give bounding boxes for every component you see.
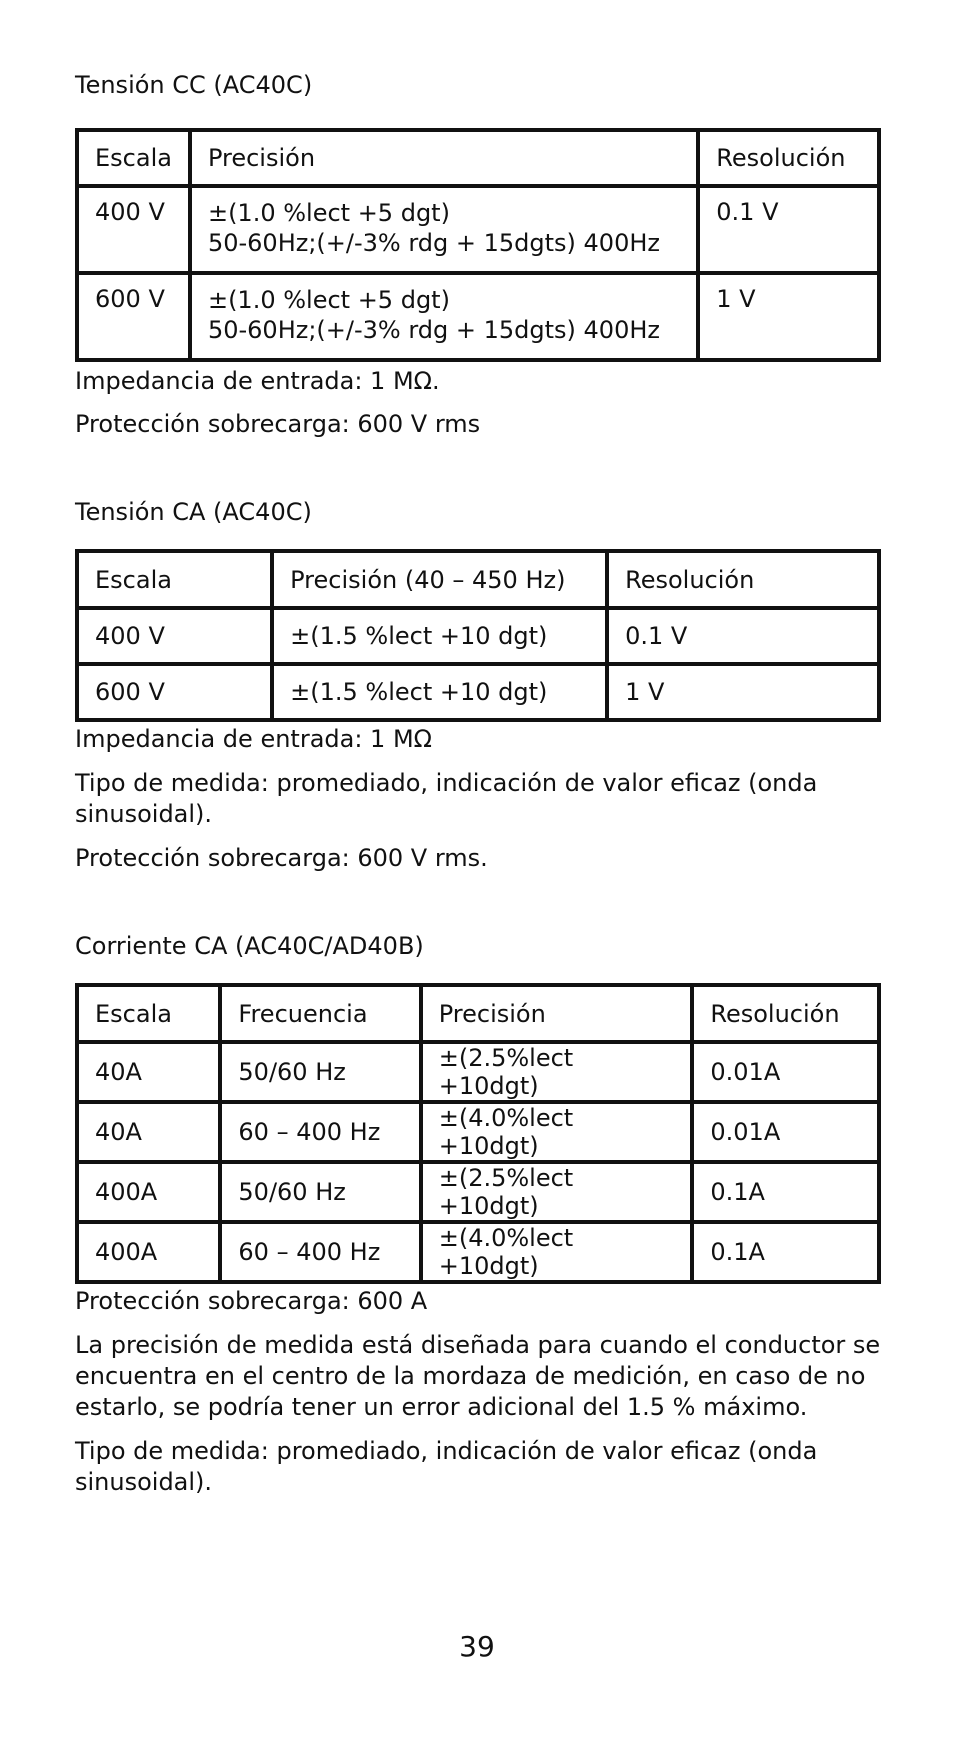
note-impedancia: Impedancia de entrada: 1 MΩ. <box>75 367 440 395</box>
header-resolucion: Resolución <box>698 130 879 186</box>
section-title-corriente-ca: Corriente CA (AC40C/AD40B) <box>75 932 424 960</box>
table-row <box>77 1102 879 1162</box>
note-impedancia: Impedancia de entrada: 1 MΩ <box>75 725 432 753</box>
page-content <box>75 0 881 1498</box>
cell-escala: 40A <box>77 1042 220 1102</box>
cell-resolucion: 0.1A <box>692 1162 879 1222</box>
cell-resolucion: 0.01A <box>692 1102 879 1162</box>
header-precision: Precisión <box>421 985 693 1042</box>
note-precision-conductor: La precisión de medida está diseñada para cuando el conductor se encuentra en el centro de la mordaza de medición, en caso de no estarlo, se podría tener un error adicional del 1.5 % máximo. <box>75 1331 881 1421</box>
cell-resolucion: 0.01A <box>692 1042 879 1102</box>
table-header-row <box>77 551 879 608</box>
note-proteccion: Protección sobrecarga: 600 V rms <box>75 410 481 438</box>
header-escala: Escala <box>77 130 190 186</box>
cell-precision: ±(2.5%lect +10dgt) <box>421 1162 693 1222</box>
cell-resolucion: 1 V <box>607 664 879 720</box>
cell-escala: 600 V <box>77 273 190 360</box>
table-row <box>77 1222 879 1282</box>
cell-precision: ±(4.0%lect +10dgt) <box>421 1102 693 1162</box>
cell-precision: ±(2.5%lect +10dgt) <box>421 1042 693 1102</box>
cell-precision: ±(1.5 %lect +10 dgt) <box>272 608 607 664</box>
cell-resolucion: 1 V <box>698 273 879 360</box>
table-tension-cc <box>75 128 881 362</box>
note-proteccion: Protección sobrecarga: 600 V rms. <box>75 844 488 872</box>
header-escala: Escala <box>77 551 272 608</box>
header-resolucion: Resolución <box>692 985 879 1042</box>
note-proteccion: Protección sobrecarga: 600 A <box>75 1287 428 1315</box>
precision-line: 50-60Hz;(+/-3% rdg + 15dgts) 400Hz <box>207 229 660 257</box>
table-row <box>77 608 879 664</box>
cell-escala: 400 V <box>77 608 272 664</box>
header-precision: Precisión <box>190 130 698 186</box>
table-header-row <box>77 130 879 186</box>
cell-resolucion: 0.1 V <box>698 186 879 273</box>
precision-line: ±(1.0 %lect +5 dgt) <box>207 286 450 314</box>
cell-escala: 40A <box>77 1102 220 1162</box>
cell-frecuencia: 60 – 400 Hz <box>220 1222 420 1282</box>
table-tension-ca <box>75 549 881 722</box>
cell-frecuencia: 50/60 Hz <box>220 1162 420 1222</box>
header-frecuencia: Frecuencia <box>220 985 420 1042</box>
cell-escala: 400A <box>77 1222 220 1282</box>
note-tipo-medida: Tipo de medida: promediado, indicación de valor eficaz (onda sinusoidal). <box>75 1437 818 1496</box>
table-row <box>77 1042 879 1102</box>
section-title-tension-ca: Tensión CA (AC40C) <box>75 498 312 526</box>
header-precision: Precisión (40 – 450 Hz) <box>272 551 607 608</box>
note-tipo-medida: Tipo de medida: promediado, indicación de valor eficaz (onda sinusoidal). <box>75 769 818 828</box>
cell-escala: 400 V <box>77 186 190 273</box>
cell-precision <box>190 186 698 273</box>
table-row <box>77 664 879 720</box>
section-title-tension-cc: Tensión CC (AC40C) <box>75 71 313 99</box>
cell-precision: ±(1.5 %lect +10 dgt) <box>272 664 607 720</box>
table-row <box>77 1162 879 1222</box>
precision-line: ±(1.0 %lect +5 dgt) <box>207 199 450 227</box>
cell-escala: 600 V <box>77 664 272 720</box>
table-corriente-ca <box>75 983 881 1284</box>
page-number: 39 <box>459 1630 495 1663</box>
precision-line: 50-60Hz;(+/-3% rdg + 15dgts) 400Hz <box>207 316 660 344</box>
cell-resolucion: 0.1 V <box>607 608 879 664</box>
cell-precision <box>190 273 698 360</box>
table-row <box>77 273 879 360</box>
cell-escala: 400A <box>77 1162 220 1222</box>
cell-frecuencia: 60 – 400 Hz <box>220 1102 420 1162</box>
cell-resolucion: 0.1A <box>692 1222 879 1282</box>
cell-precision: ±(4.0%lect +10dgt) <box>421 1222 693 1282</box>
cell-frecuencia: 50/60 Hz <box>220 1042 420 1102</box>
table-row <box>77 186 879 273</box>
header-resolucion: Resolución <box>607 551 879 608</box>
header-escala: Escala <box>77 985 220 1042</box>
table-header-row <box>77 985 879 1042</box>
